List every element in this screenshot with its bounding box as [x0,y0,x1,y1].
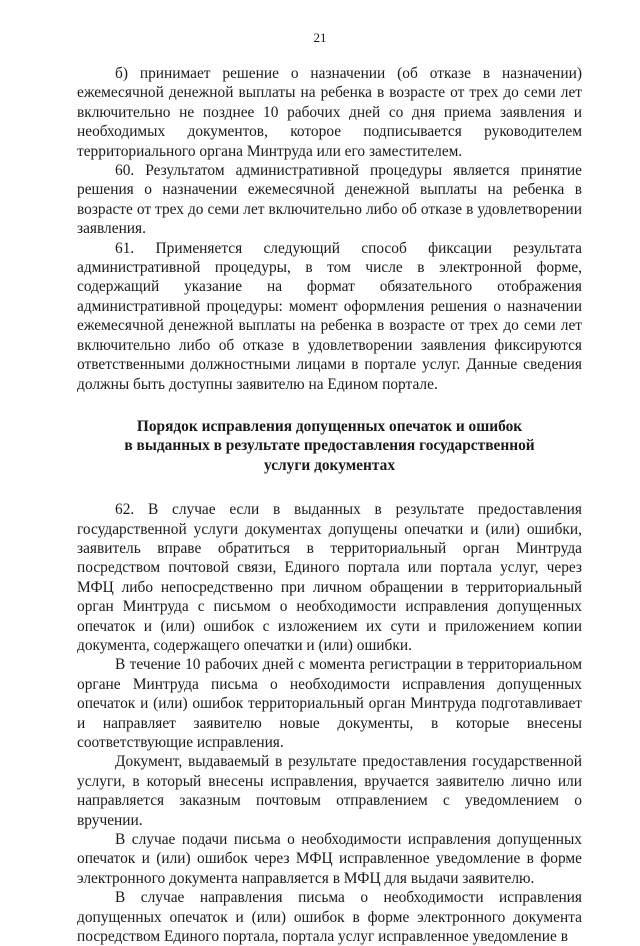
paragraph-60: 60. Результатом административной процедуры является принятие решения о назначении ежемесячной денежной выплаты на ребенка в возрасте от трех до семи лет включительно либо об отказе в удовлетворении заявления. [77,162,582,238]
section-heading [77,417,582,475]
document-body [77,64,582,946]
page-number: 21 [313,30,327,45]
section-heading-line-1: Порядок исправления допущенных опечаток и ошибок [136,417,523,435]
paragraph-62-mfc: В случае подачи письма о необходимости исправления допущенных опечаток и (или) ошибок через МФЦ исправленное уведомление в форме электронного документа направляется в МФЦ для выдачи заявителю. [77,831,582,887]
paragraph-62: 62. В случае если в выданных в результате предоставления государственной услуги документах допущены опечатки и (или) ошибки, заявитель вправе обратиться в территориальный орган Минтруда посредством почтовой связи, Единого портала или портала услуг, через МФЦ либо непосредственно при личном обращении в территориальный орган Минтруда с письмом о необходимости исправления допущенных опечаток и (или) ошибок с изложением их сути и приложением копии документа, содержащего опечатки и (или) ошибки. [77,501,582,654]
paragraph-62-delivery: Документ, выдаваемый в результате предоставления государственной услуги, в который внесены исправления, вручается заявителю лично или направляется заказным почтовым отправлением с уведомлением о вручении. [77,753,582,829]
section-heading-line-2: в выданных в результате предоставления государственной [124,437,535,455]
paragraph-62-deadline: В течение 10 рабочих дней с момента регистрации в территориальном органе Минтруда письма о необходимости исправления допущенных опечаток и (или) ошибок территориальный орган Минтруда подготавливает и направляет заявителю новые документы, в которые внесены соответствующие исправления. [77,656,582,751]
section-heading-line-3: услуги документах [263,456,396,474]
paragraph-61: 61. Применяется следующий способ фиксации результата административной процедуры, в том числе в электронной форме, содержащий указание на формат обязательного отображения административной процедуры: момент оформления решения о назначении ежемесячной денежной выплаты на ребенка в возрасте от трех до семи лет включительно либо об отказе в удовлетворении заявления фиксируются ответственными должностными лицами в портале услуг. Данные сведения должны быть доступны заявителю на Едином портале. [77,239,582,393]
paragraph-59b: б) принимает решение о назначении (об отказе в назначении) ежемесячной денежной выплаты на ребенка в возрасте от трех до семи лет включительно не позднее 10 рабочих дней со дня приема заявления и необходимых документов, которое подписывается руководителем территориального органа Минтруда или его заместителем. [77,65,582,160]
paragraph-62-electronic: В случае направления письма о необходимости исправления допущенных опечаток и (или) ошибок в форме электронного документа посредством Единого портала, портала услуг исправленное уведомление в [77,889,582,946]
